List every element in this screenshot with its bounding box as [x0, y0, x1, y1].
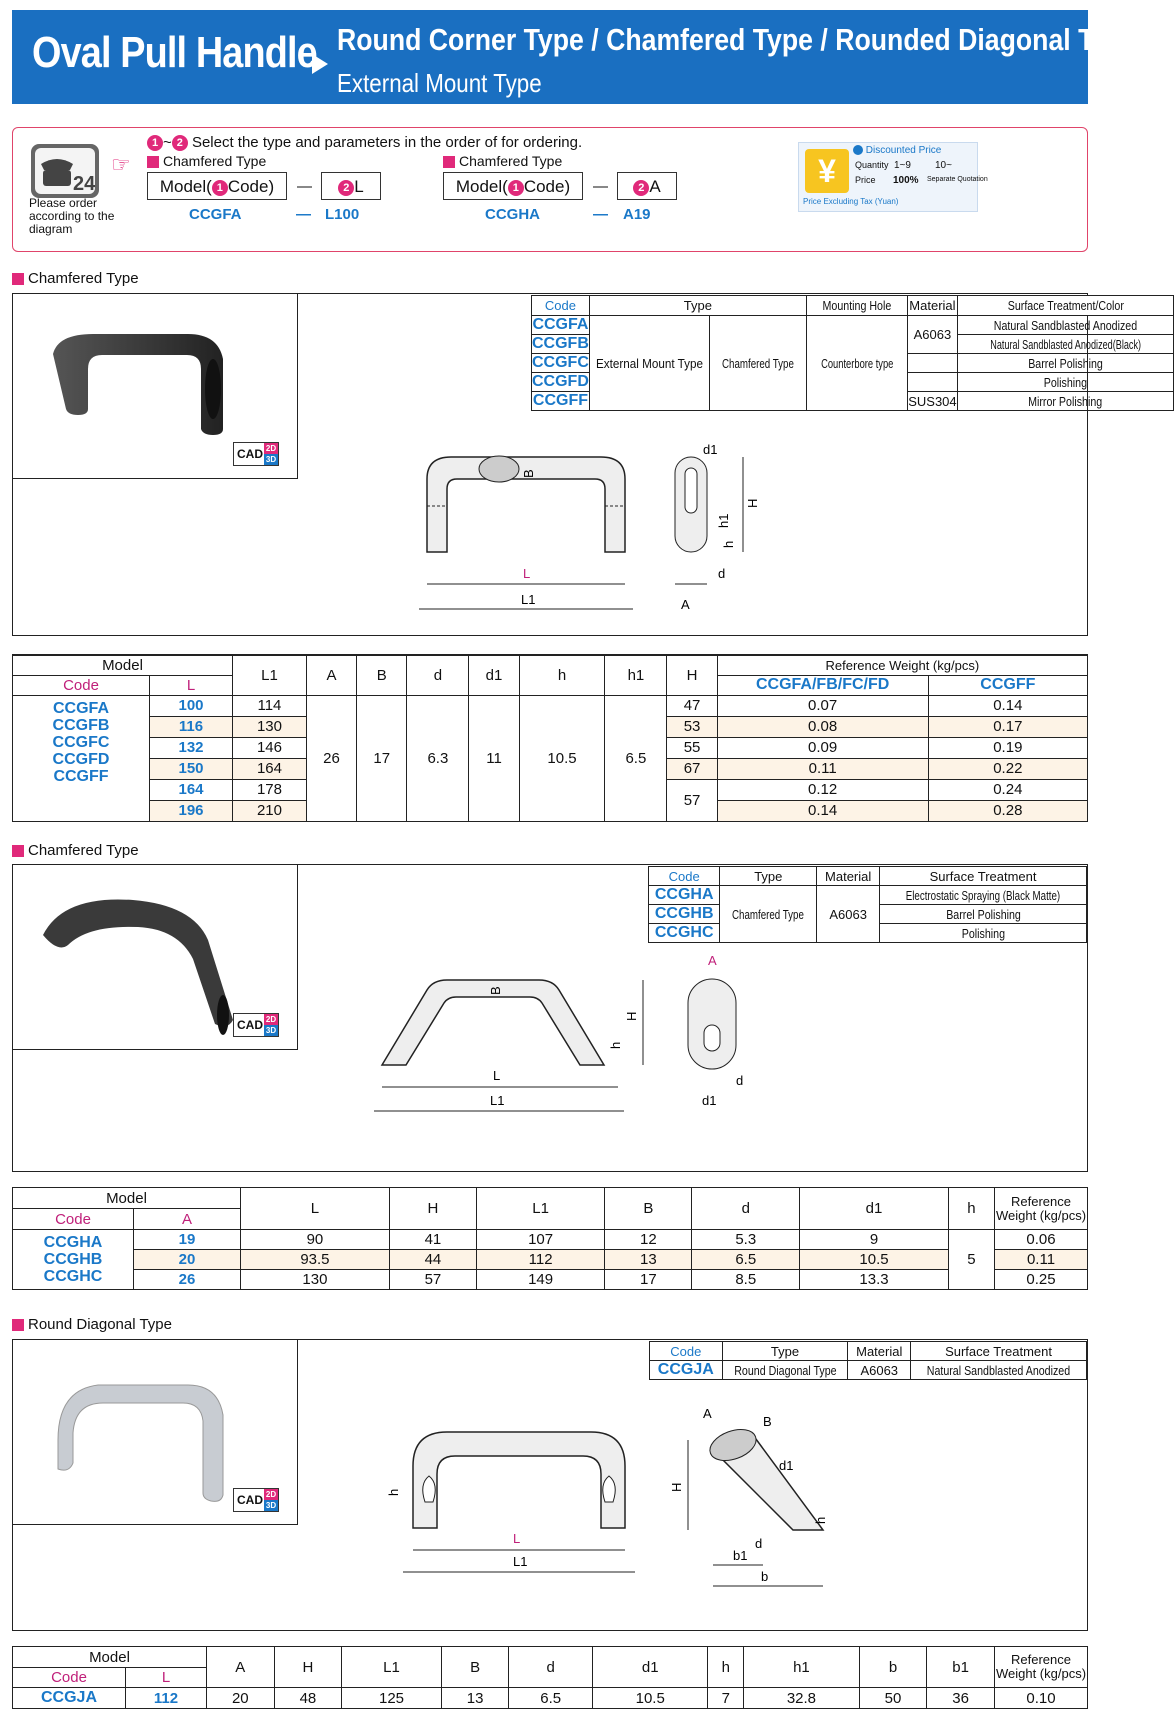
svg-text:h: h: [608, 1041, 623, 1049]
mount-type: External Mount Type: [337, 68, 542, 98]
section3-panel: [12, 1339, 1088, 1631]
section1-drawing: [413, 444, 833, 624]
section2-spec-table: Code Type Material Surface Treatment CCGHA Chamfered Type A6063 Electrostatic Spraying (Black Matte) CCGHB Barrel Polishing CCGHC Polishing: [648, 866, 1087, 943]
section2-title: Chamfered Type: [12, 842, 139, 859]
order-guide: 24 Please order according to the diagram ☞ 1 ~ 2 Select the type and parameters in the order of for ordering. Chamfered Type Model( 1 Code) — 2 L CCGFA — L100 Chamfered Type Model( 1 Code) — 2 A CCGHA — A19 ¥ Discounted Price Quantity 1~9 10~ Price 100% Separate Quotation Price Excluding Tax (Yuan): [12, 127, 1088, 252]
cad-badge[interactable]: CAD 2D 3D: [233, 442, 279, 466]
svg-text:L: L: [493, 1068, 501, 1083]
svg-text:L1: L1: [490, 1093, 505, 1108]
example1-param-box: 2 L: [321, 172, 381, 200]
section1-spec-table: Code Type Mounting Hole Material Surface Treatment/Color CCGFA External Mount Type Chamfered Type Counterbore type A6063 Natural Sandblasted Anodized CCGFB Natural Sandblasted Anodized(Black) CCGFC Barrel Polishing CCGFD Polishing CCGFF SUS304 Mirror Polishing: [531, 295, 1174, 411]
order-instruction: 1 ~ 2 Select the type and parameters in the order of for ordering.: [147, 134, 582, 151]
svg-text:d1: d1: [702, 1093, 717, 1108]
price-panel: ¥ Discounted Price Quantity 1~9 10~ Price 100% Separate Quotation Price Excluding Tax (Yuan): [798, 142, 978, 212]
svg-text:h: h: [721, 540, 736, 548]
svg-text:A: A: [681, 597, 690, 612]
svg-text:B: B: [488, 986, 503, 995]
yuan-icon: ¥: [805, 149, 849, 193]
svg-text:h: h: [813, 1516, 828, 1524]
page-header: [12, 10, 1139, 104]
arrow-right-icon: [312, 54, 328, 74]
example2-param: A19: [623, 206, 651, 223]
section3-data-table: Model A H L1 B d d1 h h1 b b1 Reference Weight (kg/pcs) Code L CCGJA 112 20 48 125 13 6.5 10.5 7 32.8 50 36 0.10: [12, 1646, 1088, 1709]
example1-param: L100: [325, 206, 360, 223]
pointing-hand-icon: ☞: [111, 152, 131, 177]
example1-model-box: Model( 1 Code): [147, 172, 287, 200]
example1-label: Chamfered Type: [147, 153, 266, 169]
example2-param-box: 2 A: [617, 172, 677, 200]
product-photo: [13, 294, 298, 479]
svg-text:b: b: [761, 1569, 769, 1584]
svg-text:L: L: [513, 1531, 521, 1546]
example2-label: Chamfered Type: [443, 153, 562, 169]
svg-text:H: H: [745, 498, 760, 508]
page-subtitle: Round Corner Type / Chamfered Type / Rounded Diagonal Type: [337, 22, 1139, 57]
s1-codes-cell: CCGFA CCGFB CCGFC CCGFD CCGFF: [13, 695, 150, 821]
svg-text:L1: L1: [513, 1554, 528, 1569]
cad-badge-2[interactable]: CAD 2D 3D: [233, 1013, 279, 1037]
svg-text:h1: h1: [716, 513, 731, 528]
section2-panel: [12, 864, 1088, 1172]
section2-drawing: [368, 953, 828, 1165]
svg-text:A: A: [708, 953, 717, 968]
section3-drawing: [363, 1406, 883, 1630]
section3-spec-table: Code Type Material Surface Treatment CCGJA Round Diagonal Type A6063 Natural Sandblasted Anodized: [649, 1341, 1087, 1380]
svg-text:h: h: [386, 1488, 401, 1496]
example1-code: CCGFA: [189, 206, 242, 223]
svg-text:d: d: [736, 1073, 744, 1088]
cad-badge-3[interactable]: CAD 2D 3D: [233, 1488, 279, 1512]
section1-panel: [12, 293, 1141, 636]
product-photo-2: [13, 865, 298, 1050]
section1-data-table: Model L1 A B d d1 h h1 H Reference Weight (kg/pcs) Code L CCGFA/FB/FC/FD CCGFF CCGFA CCGFB CCGFC CCGFD CCGFF 100 114 26 17 6.3 11 10.5 6.5 47 0.07 0.14 116 130 53 0.08 0.17 132 146 55 0.09 0.19 150 164 67 0.11 0.22 164 178 57 0.12 0.24 196 210 0.14 0.28: [12, 654, 1088, 822]
order-note: Please order according to the diagram: [29, 196, 115, 236]
svg-text:B: B: [763, 1414, 772, 1429]
example2-code: CCGHA: [485, 206, 540, 223]
svg-text:d: d: [718, 566, 726, 581]
example2-model-box: Model( 1 Code): [443, 172, 583, 200]
svg-text:H: H: [669, 1482, 684, 1492]
phone-24-icon: [29, 142, 101, 200]
section1-title: Chamfered Type: [12, 270, 139, 287]
page-title: Oval Pull Handle: [32, 28, 317, 77]
section3-title: Round Diagonal Type: [12, 1316, 172, 1333]
product-photo-3: [13, 1340, 298, 1525]
svg-text:B: B: [521, 469, 536, 478]
svg-text:d: d: [755, 1536, 763, 1551]
svg-text:H: H: [624, 1011, 639, 1021]
svg-text:A: A: [703, 1406, 712, 1421]
svg-text:L1: L1: [521, 592, 536, 607]
s2-codes-cell: CCGHA CCGHB CCGHC: [13, 1230, 134, 1290]
svg-text:24: 24: [73, 173, 96, 195]
svg-text:d1: d1: [703, 442, 718, 457]
svg-text:b1: b1: [733, 1548, 748, 1563]
section2-data-table: Model L H L1 B d d1 h Reference Weight (kg/pcs) Code A CCGHA CCGHB CCGHC 19 90 41 107 12 5.3 9 5 0.06 20 93.5 44 112 13 6.5 10.5 0.11 26 130 57 149 17 8.5 13.3 0.25: [12, 1187, 1088, 1290]
svg-text:L: L: [523, 566, 531, 581]
svg-text:d1: d1: [779, 1458, 794, 1473]
